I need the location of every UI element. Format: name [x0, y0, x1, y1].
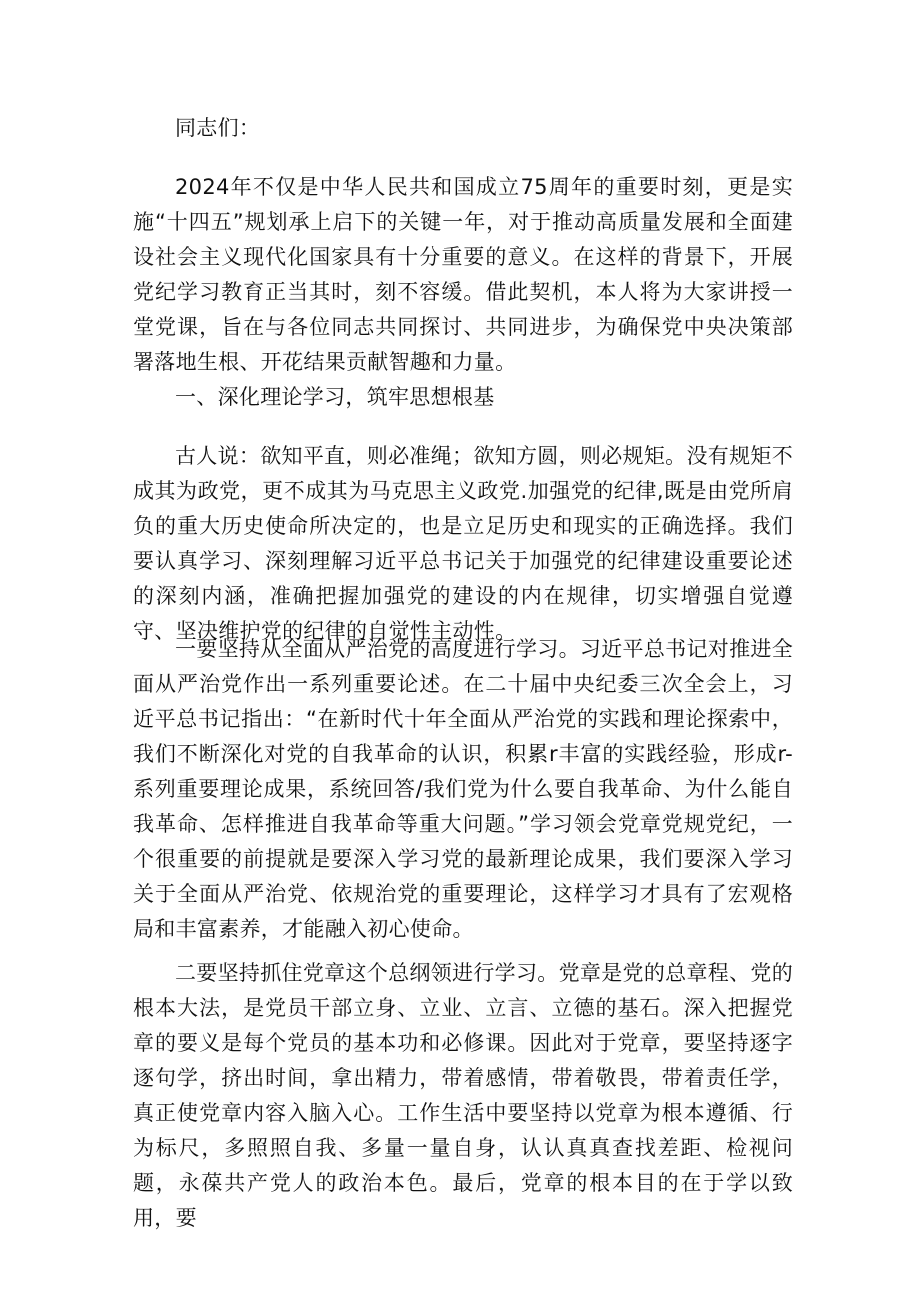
salutation: 同志们：: [175, 116, 261, 140]
body-paragraph: 二要坚持抓住党章这个总纲领进行学习。党章是党的总章程、党的根本大法，是党员干部立身、立业、立言、立德的基石。深入把握党章的要义是每个党员的基本功和必修课。因此对于党章，要坚持逐字逐句学，挤出时间，拿出精力，带着感情，带着敬畏，带着责任学，真正使党章内容入脑入心。工作生活中要坚持以党章为根本遵循、行为标尺，多照照自我、多量一量自身，认认真真查找差距、检视问题，永葆共产党人的政治本色。最后，党章的根本目的在于学以致用，要: [133, 961, 793, 1230]
section-heading: 一、深化理论学习，筑牢思想根基: [175, 385, 495, 409]
intro-paragraph: 2024年不仅是中华人民共和国成立75周年的重要时刻，更是实施“十四五”规划承上启下的关键一年，对于推动高质量发展和全面建设社会主义现代化国家具有十分重要的意义。在这样的背景下，开展党纪学习教育正当其时，刻不容缓。借此契机，本人将为大家讲授一堂党课，旨在与各位同志共同探讨、共同进步，为确保党中央决策部署落地生根、开花结果贡献智趣和力量。: [133, 175, 793, 374]
body-paragraph: 一要坚持从全面从严治党的高度进行学习。习近平总书记对推进全面从严治党作出一系列重要论述。在二十届中央纪委三次全会上，习近平总书记指出：“在新时代十年全面从严治党的实践和理论探索中，我们不断深化对党的自我革命的认识，积累r丰富的实践经验，形成r-系列重要理论成果，系统回答/我们党为什么要自我革命、为什么能自我革命、怎样推进自我革命等重大问题。”学习领会党章党规党纪，一个很重要的前提就是要深入学习党的最新理论成果，我们要深入学习关于全面从严治党、依规治党的重要理论，这样学习才具有了宏观格局和丰富素养，才能融入初心使命。: [133, 637, 793, 941]
body-paragraph: 古人说：欲知平直，则必准绳；欲知方圆，则必规矩。没有规矩不成其为政党，更不成其为马克思主义政党.加强党的纪律,既是由党所肩负的重大历史使命所决定的，也是立足历史和现实的正确选择。我们要认真学习、深刻理解习近平总书记关于加强党的纪律建设重要论述的深刻内涵，准确把握加强党的建设的内在规律，切实增强自觉遵守、坚决维护党的纪律的自觉性主动性。: [133, 444, 793, 643]
